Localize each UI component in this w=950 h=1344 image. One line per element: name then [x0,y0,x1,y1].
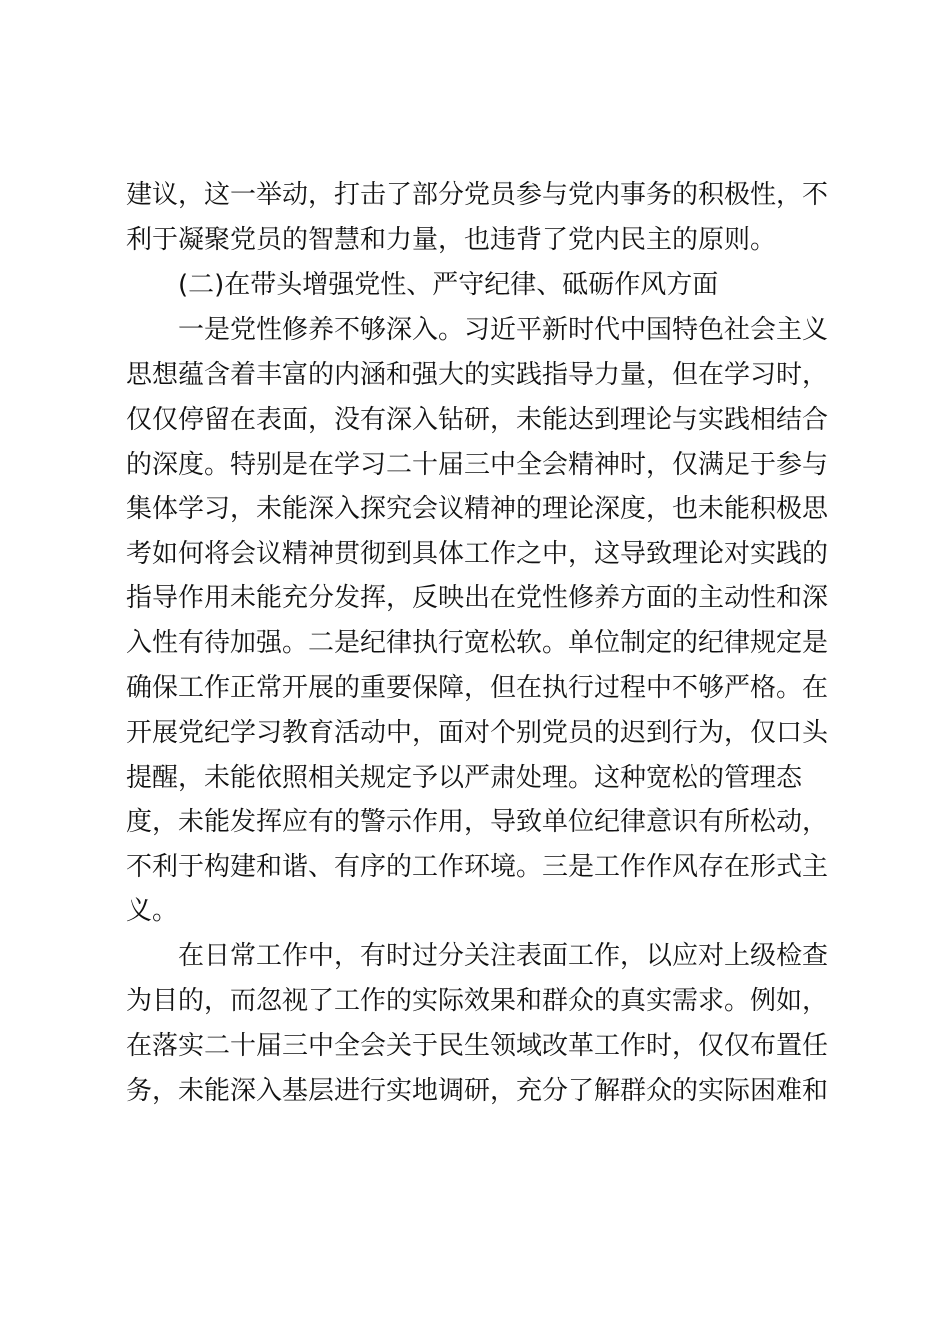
text-line: 建议，这一举动，打击了部分党员参与党内事务的积极性，不 [126,180,829,210]
section-heading: (二)在带头增强党性、严守纪律、砥砺作风方面 [178,270,719,300]
text-line: 入性有待加强。二是纪律执行宽松软。单位制定的纪律规定是 [126,628,829,658]
text-line: 利于凝聚党员的智慧和力量，也违背了党内民主的原则。 [126,225,777,255]
text-line: 提醒，未能依照相关规定予以严肃处理。这种宽松的管理态 [126,763,803,793]
text-line: 仅仅停留在表面，没有深入钻研，未能达到理论与实践相结合 [126,405,829,435]
text-line: 不利于构建和谐、有序的工作环境。三是工作作风存在形式主 [126,852,829,882]
text-line: 的深度。特别是在学习二十届三中全会精神时，仅满足于参与 [126,450,829,480]
text-line: 确保工作正常开展的重要保障，但在执行过程中不够严格。在 [126,673,829,703]
text-line: 思想蕴含着丰富的内涵和强大的实践指导力量，但在学习时， [126,360,829,390]
text-line: 指导作用未能充分发挥，反映出在党性修养方面的主动性和深 [126,583,829,613]
text-line: 一是党性修养不够深入。习近平新时代中国特色社会主义 [178,315,829,345]
text-line: 在落实二十届三中全会关于民生领域改革工作时，仅仅布置任 [126,1031,829,1061]
text-line: 开展党纪学习教育活动中，面对个别党员的迟到行为，仅口头 [126,718,829,748]
text-line: 度，未能发挥应有的警示作用，导致单位纪律意识有所松动， [126,807,829,837]
text-line: 为目的，而忽视了工作的实际效果和群众的真实需求。例如， [126,986,829,1016]
text-line: 集体学习，未能深入探究会议精神的理论深度，也未能积极思 [126,494,829,524]
text-line: 在日常工作中，有时过分关注表面工作，以应对上级检查 [178,941,829,971]
text-line: 务，未能深入基层进行实地调研，充分了解群众的实际困难和 [126,1076,829,1106]
text-line: 考如何将会议精神贯彻到具体工作之中，这导致理论对实践的 [126,539,829,569]
text-line: 义。 [126,896,179,926]
